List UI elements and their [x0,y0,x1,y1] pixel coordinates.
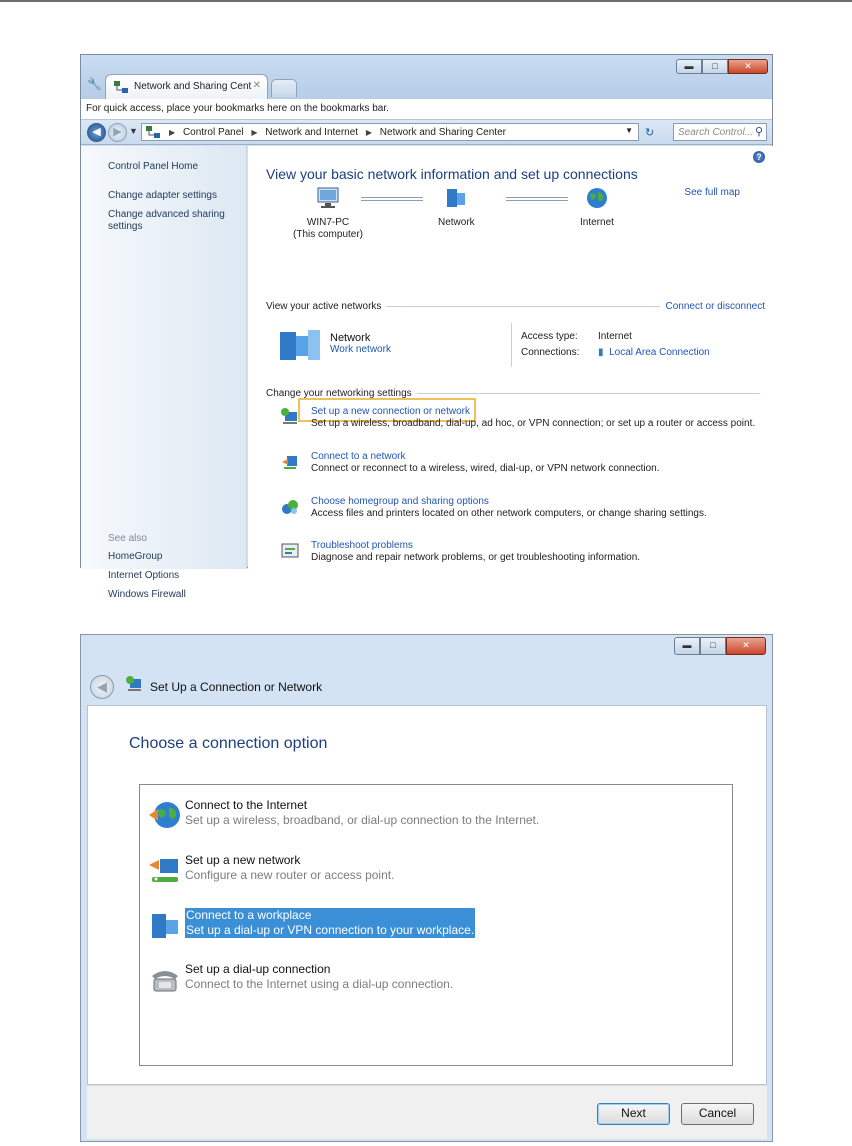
sidebar-item-label: settings [108,221,143,232]
new-tab-button[interactable] [271,79,297,97]
access-type-label: Access type: [521,331,578,342]
access-type-value: Internet [598,331,632,342]
sidebar-item-windows-firewall[interactable]: Windows Firewall [108,589,186,600]
network-center-icon [146,126,160,138]
vertical-divider [511,323,512,367]
work-network-icon [278,326,322,364]
refresh-icon[interactable]: ↻ [645,127,655,139]
local-area-connection-link[interactable] [598,345,710,361]
computer-icon [315,187,341,209]
sidebar-item-change-adapter[interactable]: Change adapter settings [108,190,217,201]
router-icon [148,855,182,885]
new-connection-icon [281,408,299,426]
task-description: Set up a wireless, broadband, dial-up, ad hoc, or VPN connection; or set up a router or access point. [311,418,756,429]
map-node-internet[interactable] [580,187,614,229]
map-node-network[interactable] [438,187,475,229]
option-title: Set up a new network [185,853,301,867]
sidebar-item-label: Change advanced sharing [108,209,225,220]
map-connector [361,197,423,201]
wizard-footer [87,1085,767,1139]
task-link[interactable]: Set up a new connection or network [311,406,470,417]
connect-or-disconnect-link[interactable]: Connect or disconnect [665,301,765,312]
address-row [81,120,772,145]
option-description: Set up a dial-up or VPN connection to your workplace. [186,923,475,937]
network-setup-icon [125,675,143,693]
maximize-button[interactable]: □ [700,637,726,655]
section-divider [386,306,660,307]
sidebar-item-change-advanced[interactable] [108,209,225,233]
forward-arrow-icon[interactable]: ▶ [108,123,127,142]
help-icon[interactable]: ? [753,151,765,163]
next-button[interactable]: Next [597,1103,670,1125]
section-label: Change your networking settings [266,388,412,399]
bookmarks-bar: For quick access, place your bookmarks here on the bookmarks bar. [81,99,772,120]
option-description: Configure a new router or access point. [185,868,395,882]
connect-network-icon [281,453,299,471]
breadcrumb-arrow-icon: ▶ [169,128,176,137]
back-arrow-icon[interactable]: ◀ [90,675,114,699]
sidebar-item-internet-options[interactable]: Internet Options [108,570,180,581]
globe-icon [148,800,182,830]
browser-titlebar [81,55,772,99]
tab-network-and-sharing[interactable] [105,74,268,99]
homegroup-icon [281,498,299,516]
section-label: View your active networks [266,301,382,312]
option-title: Connect to the Internet [185,798,308,812]
task-description: Access files and printers located on other network computers, or change sharing settings. [311,508,707,519]
network-name: Network [330,332,371,344]
minimize-button[interactable]: ▬ [676,59,702,74]
task-link[interactable]: Choose homegroup and sharing options [311,496,489,507]
telephone-icon [148,964,182,994]
address-bar[interactable] [141,123,639,141]
main-content [248,146,773,569]
map-connector [506,197,568,201]
address-dropdown-icon[interactable]: ▼ [625,126,633,135]
minimize-button[interactable]: ▬ [674,637,700,655]
search-placeholder: Search Control... [678,127,754,138]
section-divider [417,393,760,394]
option-title: Set up a dial-up connection [185,962,331,976]
breadcrumb-network-sharing[interactable]: Network and Sharing Center [379,127,506,138]
option-description: Connect to the Internet using a dial-up connection. [185,977,454,991]
breadcrumb-network-internet[interactable]: Network and Internet [265,127,359,138]
task-description: Diagnose and repair network problems, or get troubleshooting information. [311,552,641,563]
option-text [185,798,539,828]
task-link[interactable]: Troubleshoot problems [311,540,413,551]
option-text [185,962,453,992]
option-text [185,908,475,938]
network-center-icon [114,81,128,93]
page-top-rule [0,0,852,2]
workplace-icon [148,910,182,940]
cancel-button[interactable]: Cancel [681,1103,754,1125]
page-title: View your basic network information and set up connections [266,166,638,182]
sidebar-item-homegroup[interactable]: HomeGroup [108,551,163,562]
globe-icon [584,187,610,209]
computer-name: WIN7-PC [306,217,350,228]
close-button[interactable]: ✕ [728,59,768,74]
breadcrumb-arrow-icon: ▶ [365,128,373,137]
wizard-panel [87,705,767,1085]
active-network-name [330,332,391,356]
ethernet-icon: ▮ [598,347,604,358]
access-info [521,329,710,361]
active-networks-section [266,301,765,312]
window-controls [676,59,768,74]
troubleshoot-icon [281,542,299,560]
connections-label: Connections: [521,347,580,358]
wizard-heading: Choose a connection option [129,735,328,752]
history-dropdown-icon[interactable]: ▼ [129,126,138,136]
sidebar [81,146,247,600]
window-controls [674,637,766,655]
computer-subtitle: (This computer) [293,229,364,240]
option-connect-internet[interactable] [144,793,724,839]
network-type-link[interactable]: Work network [330,344,391,355]
option-dialup[interactable] [144,957,724,1003]
map-node-computer[interactable] [293,187,363,241]
connection-name: Local Area Connection [609,347,710,358]
task-description: Connect or reconnect to a wireless, wired, dial-up, or VPN network connection. [311,463,660,474]
maximize-button[interactable]: □ [702,59,728,74]
wrench-icon[interactable]: 🔧 [87,77,102,91]
browser-window [80,54,773,600]
tab-label: Network and Sharing Cent [134,81,252,92]
option-text [185,853,394,883]
network-icon [443,187,469,209]
wizard-title: Set Up a Connection or Network [150,680,323,694]
connection-option-list [139,784,733,1066]
wizard-window [80,634,773,1142]
see-full-map-link[interactable]: See full map [684,187,740,198]
close-button[interactable]: ✕ [726,637,766,655]
option-connect-workplace[interactable] [144,903,724,949]
option-title: Connect to a workplace [186,908,312,922]
breadcrumb-control-panel[interactable]: Control Panel [182,127,244,138]
tab-close-icon[interactable]: ✕ [252,80,261,91]
option-description: Set up a wireless, broadband, or dial-up connection to the Internet. [185,813,540,827]
search-icon[interactable]: ⚲ [754,126,763,138]
breadcrumb-arrow-icon: ▶ [251,128,258,137]
internet-label: Internet [580,217,614,228]
search-input[interactable] [673,123,767,141]
back-arrow-icon[interactable]: ◀ [87,123,106,142]
network-label: Network [438,217,475,228]
connections-row [521,345,710,361]
see-also-heading: See also [108,533,147,544]
option-new-network[interactable] [144,848,724,894]
sidebar-item-control-panel-home[interactable]: Control Panel Home [108,161,199,172]
task-link[interactable]: Connect to a network [311,451,406,462]
access-type-row [521,329,632,345]
